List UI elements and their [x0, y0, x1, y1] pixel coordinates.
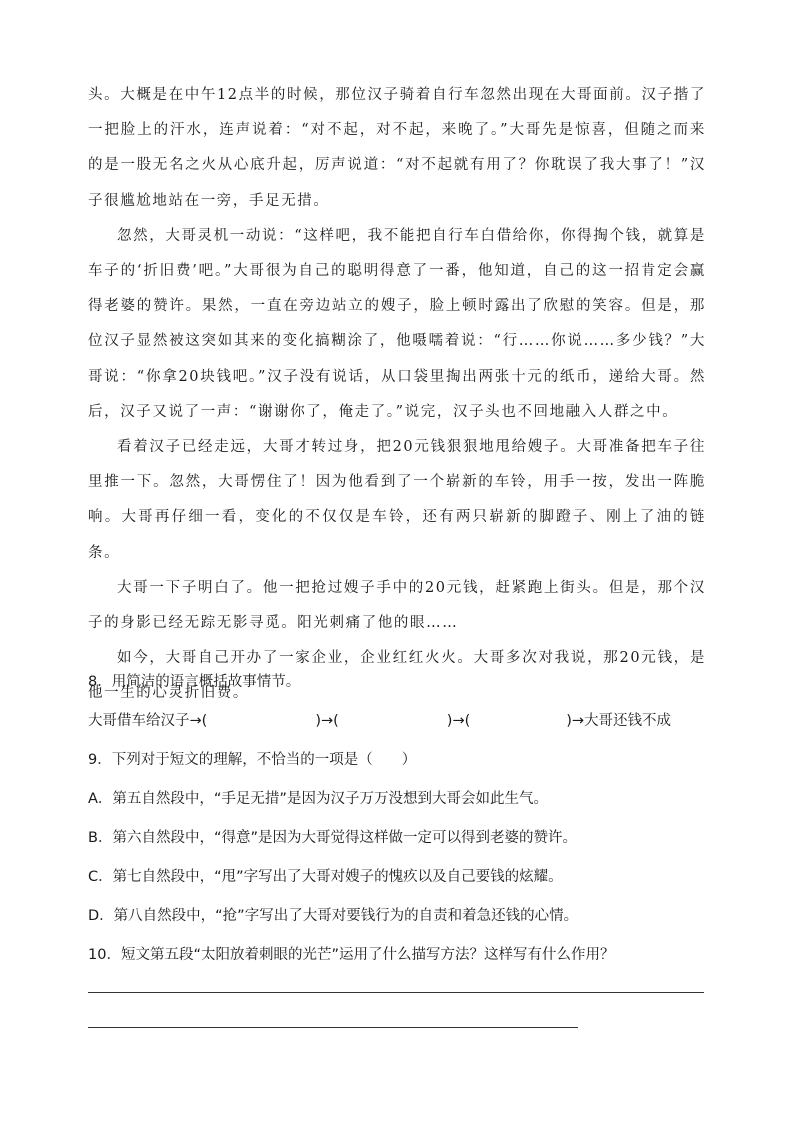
question-10-prompt: 10．短文第五段“太阳放着刺眼的光芒”运用了什么描写方法？这样写有什么作用？: [88, 947, 615, 963]
question-9-option-c[interactable]: C．第七自然段中，“甩”字写出了大哥对嫂子的愧疚以及自己要钱的炫耀。: [88, 869, 563, 885]
question-9-option-b[interactable]: B．第六自然段中，“得意”是因为大哥觉得这样做一定可以得到老婆的赞许。: [88, 830, 577, 846]
plot-flow-arrow-1: )→(: [315, 713, 339, 729]
question-9-option-a[interactable]: A．第五自然段中，“手足无措”是因为汉子万万没想到大哥会如此生气。: [88, 791, 548, 807]
story-text: [88, 78, 706, 712]
story-paragraph-3: 看着汉子已经走远，大哥才转过身，把20元钱狠狠地甩给嫂子。大哥准备把车子往里推一下。忽然，大哥愣住了！因为他看到了一个崭新的车铃，用手一按，发出一阵脆响。大哥再仔细一看，变化的不仅仅是车铃，还有两只崭新的脚蹬子、刚上了油的链条。: [88, 439, 706, 561]
story-paragraph-1: 头。大概是在中午12点半的时候，那位汉子骑着自行车忽然出现在大哥面前。汉子揩了一把脸上的汗水，连声说着：“对不起，对不起，来晚了。”大哥先是惊喜，但随之而来的是一股无名之火从心底升起，厉声说道：“对不起就有用了？你耽误了我大事了！”汉子很尴尬地站在一旁，手足无措。: [88, 87, 706, 209]
question-9-prompt: 9．下列对于短文的理解，不恰当的一项是（ ）: [88, 752, 417, 768]
question-8-prompt: 8．用简洁的语言概括故事情节。: [88, 674, 301, 690]
plot-flow-start: 大哥借车给汉子→(: [88, 713, 208, 729]
plot-flow-arrow-2: )→(: [446, 713, 471, 729]
question-9-option-d[interactable]: D．第八自然段中，“抢”字写出了大哥对要钱行为的自责和着急还钱的心情。: [88, 908, 579, 924]
answer-line-1[interactable]: [88, 992, 704, 993]
story-paragraph-5: 如今，大哥自己开办了一家企业，企业红红火火。大哥多次对我说，那20元钱，是他一生的心灵折旧费。: [88, 650, 706, 702]
question-8-plot-flow: [88, 702, 706, 741]
story-paragraph-4: 大哥一下子明白了。他一把抢过嫂子手中的20元钱，赶紧跑上街头。但是，那个汉子的身影已经无踪无影寻觅。阳光刺痛了他的眼……: [88, 579, 706, 632]
plot-flow-end: )→大哥还钱不成: [566, 713, 672, 729]
answer-line-2[interactable]: [88, 1027, 578, 1028]
story-paragraph-2: 忽然，大哥灵机一动说：“这样吧，我不能把自行车白借给你，你得掏个钱，就算是车子的‘折旧费’吧。”大哥很为自己的聪明得意了一番，他知道，自己的这一招肯定会赢得老婆的赞许。果然，一直在旁边站立的嫂子，脸上顿时露出了欣慰的笑容。但是，那位汉子显然被这突如其来的变化搞糊涂了，他嗫嚅着说：“行……你说……多少钱？”大哥说：“你拿20块钱吧。”汉子没有说话，从口袋里掏出两张十元的纸币，递给大哥。然后，汉子又说了一声：“谢谢你了，俺走了。”说完，汉子头也不回地融入人群之中。: [88, 227, 706, 420]
questions-section: [88, 663, 706, 975]
